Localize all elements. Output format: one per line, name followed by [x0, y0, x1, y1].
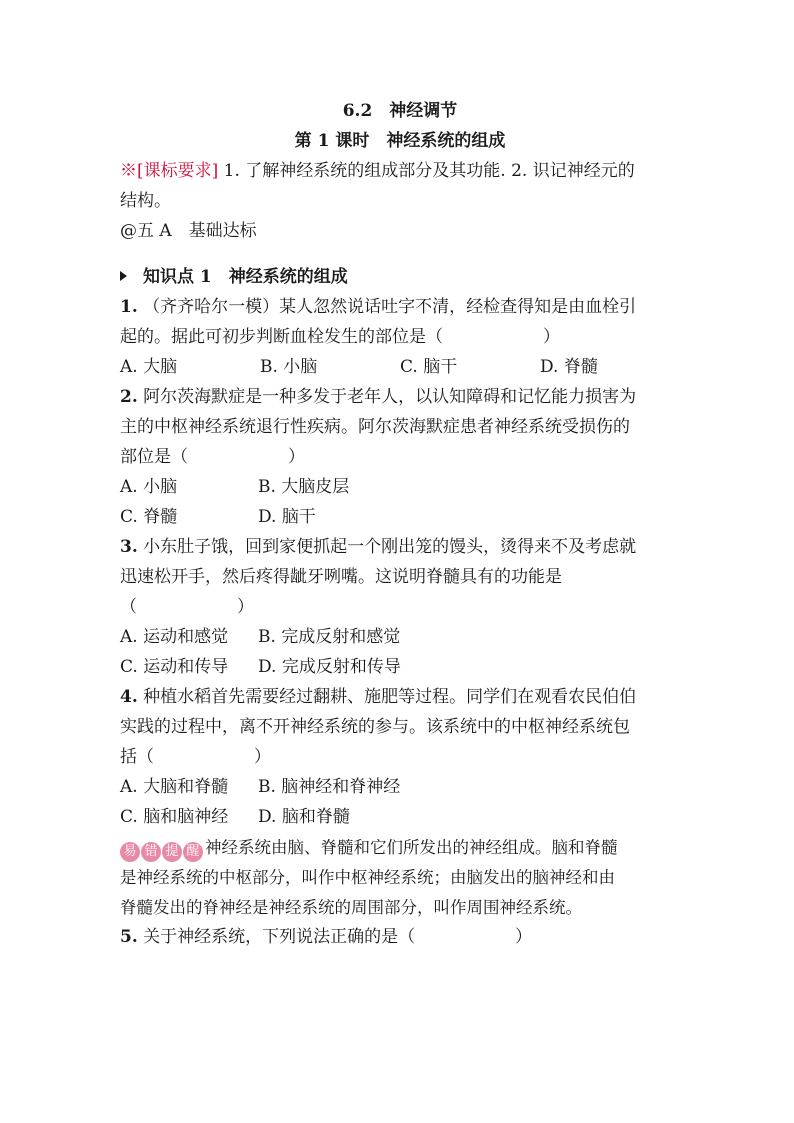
knowledge-point-heading — [120, 262, 680, 292]
question-3-line-3 — [120, 592, 680, 622]
lesson-title: 第 1 课时 神经系统的组成 — [294, 131, 506, 151]
question-1-text-2: 起的。据此可初步判断血栓发生的部位是（ — [120, 327, 443, 347]
question-3-paren-close: ） — [237, 597, 254, 617]
question-4-text-1: 种植水稻首先需要经过翻耕、施肥等过程。同学们在观看农民伯伯 — [137, 687, 637, 707]
question-1-line-1 — [120, 292, 680, 322]
question-3-line-1 — [120, 532, 680, 562]
tip-line-1 — [120, 832, 680, 862]
question-2-text-1: 阿尔茨海默症是一种多发于老年人，以认知障碍和记忆能力损害为 — [137, 387, 637, 407]
question-1-line-2 — [120, 322, 680, 352]
question-1-options — [120, 352, 680, 382]
question-1-paren-close: ） — [543, 327, 560, 347]
option-c[interactable]: C. 脊髓 — [120, 507, 178, 527]
level-label: @五 A 基础达标 — [120, 221, 257, 241]
question-2-line-3 — [120, 442, 680, 472]
tip-badge-char: 错 — [141, 842, 161, 862]
option-b[interactable]: B. 完成反射和感觉 — [258, 627, 401, 647]
tip-badge-char: 易 — [120, 842, 140, 862]
option-c[interactable]: C. 脑和脑神经 — [120, 807, 229, 827]
option-b[interactable]: B. 小脑 — [260, 357, 318, 377]
option-d[interactable]: D. 脑和脊髓 — [258, 807, 350, 827]
question-2-text-3: 部位是（ — [120, 447, 188, 467]
question-2-options-row-2 — [120, 502, 680, 532]
question-5-line-1 — [120, 922, 680, 952]
question-2-paren-close: ） — [288, 447, 305, 467]
tip-line-2: 是神经系统的中枢部分，叫作中枢神经系统；由脑发出的脑神经和由 — [120, 868, 615, 887]
question-4-text-3: 括（ — [120, 747, 154, 767]
tip-text-1: 神经系统由脑、脊髓和它们所发出的神经组成。脑和脊髓 — [205, 838, 618, 857]
question-3-number: 3. — [120, 537, 138, 557]
question-2-line-1 — [120, 382, 680, 412]
question-5-text: 关于神经系统，下列说法正确的是（ — [137, 927, 416, 947]
question-2-line-2: 主的中枢神经系统退行性疾病。阿尔茨海默症患者神经系统受损伤的 — [120, 417, 630, 437]
question-3-line-2: 迅速松开手，然后疼得龇牙咧嘴。这说明脊髓具有的功能是 — [120, 567, 562, 587]
question-5-paren-close: ） — [515, 927, 533, 947]
option-a[interactable]: A. 运动和感觉 — [120, 627, 229, 647]
question-4-options-row-2 — [120, 802, 680, 832]
requirement-line-1 — [120, 156, 680, 186]
requirement-text-1: 1. 了解神经系统的组成部分及其功能. 2. 识记神经元的 — [218, 161, 635, 181]
requirement-line-2: 结构。 — [120, 191, 171, 211]
document-page — [120, 96, 680, 952]
question-3-text-1: 小东肚子饿，回到家便抓起一个刚出笼的馒头，烫得来不及考虑就 — [137, 537, 637, 557]
tip-badge-char: 提 — [162, 842, 182, 862]
error-tip-badge — [120, 842, 203, 862]
section-title: 6.2 神经调节 — [342, 101, 458, 121]
question-1-text-1: （齐齐哈尔一模）某人忽然说话吐字不清，经检查得知是由血栓引 — [137, 297, 637, 317]
question-4-number: 4. — [120, 687, 138, 707]
triangle-bullet-icon — [120, 271, 127, 281]
question-3-text-3: （ — [120, 597, 137, 617]
question-3-options-row-1 — [120, 622, 680, 652]
question-4-options-row-1 — [120, 772, 680, 802]
option-c[interactable]: C. 脑干 — [400, 357, 458, 377]
option-d[interactable]: D. 脑干 — [258, 507, 316, 527]
tip-line-3: 脊髓发出的脊神经是神经系统的周围部分，叫作周围神经系统。 — [120, 898, 582, 917]
option-a[interactable]: A. 大脑和脊髓 — [120, 777, 229, 797]
option-c[interactable]: C. 运动和传导 — [120, 657, 229, 677]
tip-badge-char: 醒 — [183, 842, 203, 862]
question-5-number: 5. — [120, 927, 138, 947]
option-a[interactable]: A. 小脑 — [120, 477, 178, 497]
option-b[interactable]: B. 大脑皮层 — [258, 477, 350, 497]
question-2-number: 2. — [120, 387, 138, 407]
question-2-options-row-1 — [120, 472, 680, 502]
question-4-line-3 — [120, 742, 680, 772]
option-d[interactable]: D. 脊髓 — [540, 357, 598, 377]
question-4-paren-close: ） — [254, 747, 271, 767]
question-4-line-2: 实践的过程中，离不开神经系统的参与。该系统中的中枢神经系统包 — [120, 717, 630, 737]
option-b[interactable]: B. 脑神经和脊神经 — [258, 777, 401, 797]
option-d[interactable]: D. 完成反射和传导 — [258, 657, 401, 677]
question-1-number: 1. — [120, 297, 138, 317]
question-3-options-row-2 — [120, 652, 680, 682]
option-a[interactable]: A. 大脑 — [120, 357, 178, 377]
knowledge-point-label: 知识点 1 神经系统的组成 — [143, 267, 348, 287]
requirement-label: ※[课标要求] — [120, 161, 219, 181]
question-4-line-1 — [120, 682, 680, 712]
